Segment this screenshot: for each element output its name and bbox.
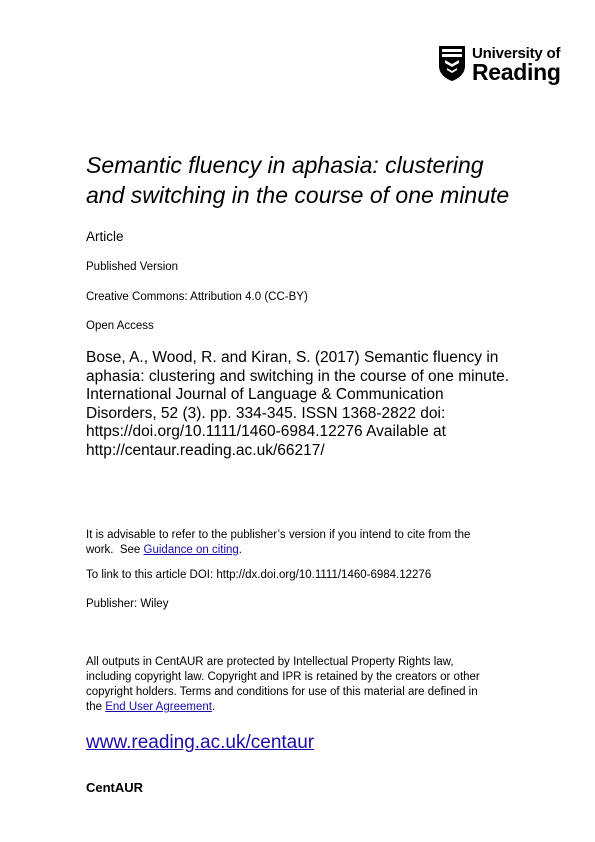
article-title	[86, 150, 556, 210]
logo-text-university-of: University of	[472, 45, 561, 62]
centaur-website-link[interactable]: www.reading.ac.uk/centaur	[86, 732, 315, 753]
citation-advice	[86, 528, 556, 558]
citation-line: https://doi.org/10.1111/1460-6984.12276 Available at	[86, 423, 446, 440]
rights-statement	[86, 655, 556, 715]
access-label: Open Access	[86, 320, 154, 332]
publisher-label: Publisher: Wiley	[86, 598, 169, 610]
rights-suffix: .	[211, 701, 216, 713]
advice-suffix: .	[238, 544, 242, 556]
citation	[86, 349, 556, 460]
end-user-agreement-link[interactable]: End User Agreement	[105, 701, 212, 713]
university-logo	[438, 44, 563, 86]
citation-line: Bose, A., Wood, R. and Kiran, S. (2017) Semantic fluency in	[86, 349, 499, 366]
advice-line: It is advisable to refer to the publisher’s version if you intend to cite from the	[86, 529, 471, 541]
advice-prefix: work. See	[86, 544, 144, 556]
citation-line: aphasia: clustering and switching in the course of one minute.	[86, 367, 510, 385]
rights-line: including copyright law. Copyright and IPR is retained by the creators or other	[86, 671, 480, 683]
crest-icon	[438, 44, 466, 82]
citation-line: International Journal of Language & Communication	[86, 386, 444, 403]
rights-line: copyright holders. Terms and conditions for use of this material are defined in	[86, 686, 478, 698]
citation-line: http://centaur.reading.ac.uk/66217/	[86, 441, 325, 459]
rights-prefix: the	[86, 701, 106, 713]
centaur-footer-label: CentAUR	[86, 780, 144, 795]
title-line-1: Semantic fluency in aphasia: clustering	[86, 152, 484, 178]
rights-line: All outputs in CentAUR are protected by Intellectual Property Rights law,	[86, 656, 454, 668]
item-type: Article	[86, 229, 124, 244]
logo-text-reading: Reading	[472, 59, 561, 85]
license-label: Creative Commons: Attribution 4.0 (CC-BY)	[86, 291, 308, 303]
citation-line: Disorders, 52 (3). pp. 334-345. ISSN 1368-2822 doi:	[86, 404, 446, 422]
doi-link-text: To link to this article DOI: http://dx.doi.org/10.1111/1460-6984.12276	[86, 569, 432, 581]
guidance-on-citing-link[interactable]: Guidance on citing	[143, 544, 239, 556]
title-line-2: and switching in the course of one minute	[86, 182, 510, 208]
version-label: Published Version	[86, 261, 179, 273]
